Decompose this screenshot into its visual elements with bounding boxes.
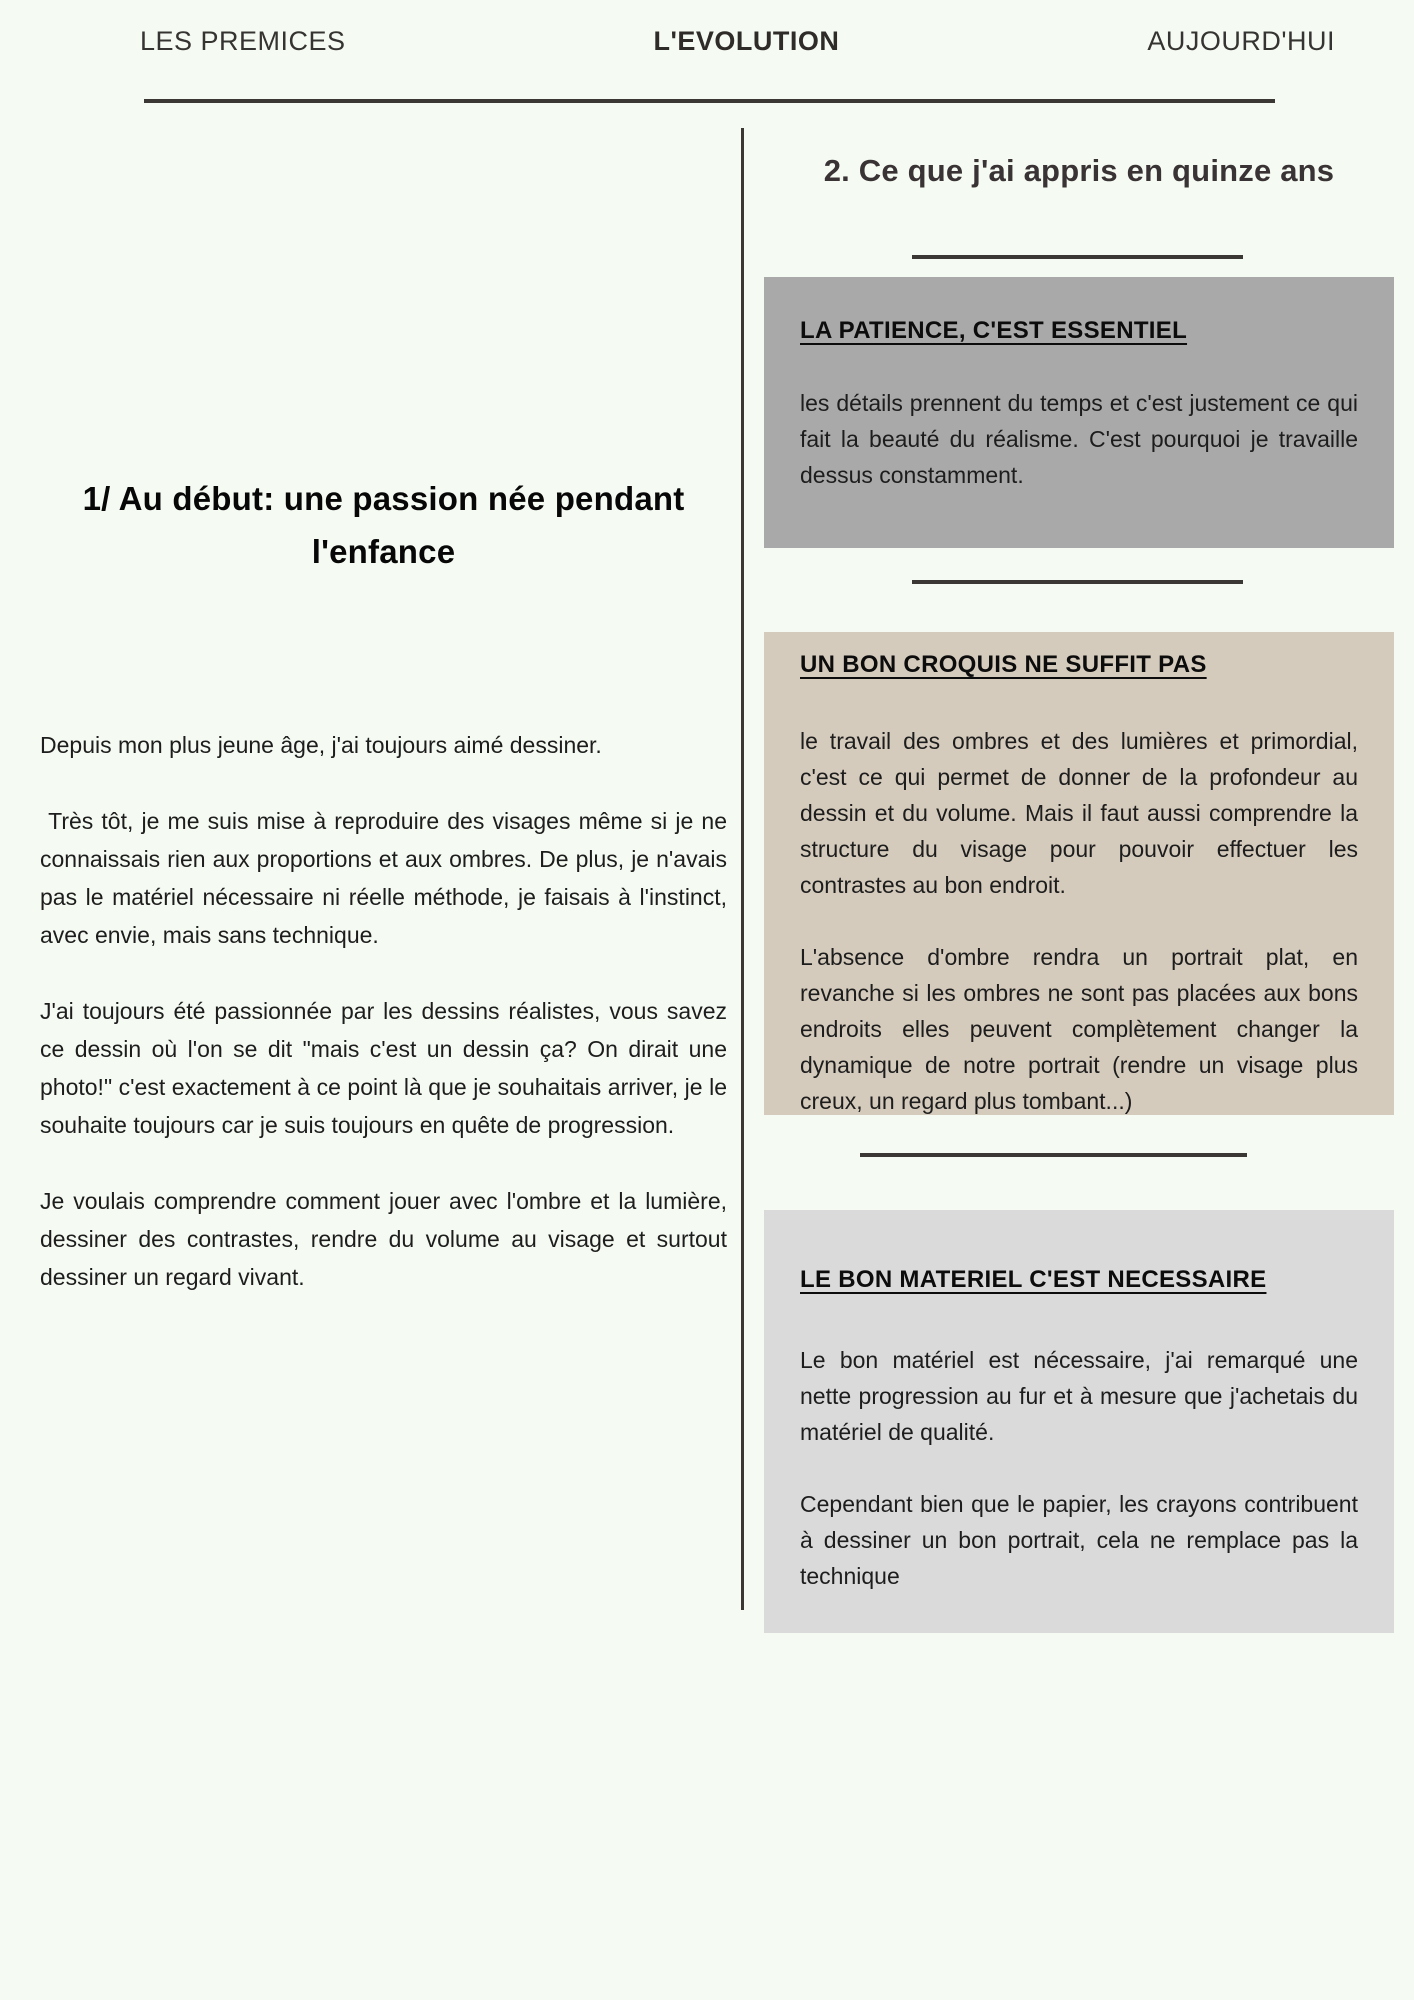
column-divider bbox=[741, 128, 744, 1610]
paragraph: Le bon matériel est nécessaire, j'ai remarqué une nette progression au fur et à mesure que j'achetais du matériel de qualité. bbox=[800, 1347, 1358, 1445]
top-nav bbox=[140, 26, 1335, 57]
right-section-heading: 2. Ce que j'ai appris en quinze ans bbox=[823, 153, 1335, 188]
paragraph: Je voulais comprendre comment jouer avec l'ombre et la lumière, dessiner des contrastes, rendre du volume au visage et surtout dessiner un regard vivant. bbox=[40, 1188, 727, 1290]
paragraph: L'absence d'ombre rendra un portrait plat, en revanche si les ombres ne sont pas placées aux bons endroits elles peuvent complètement changer la dynamique de notre portrait (rendre un visage plus creux, un regard plus tombant...) bbox=[800, 944, 1358, 1114]
left-section-heading: 1/ Au début: une passion née pendant l'enfance bbox=[82, 480, 685, 570]
section-divider bbox=[860, 1153, 1247, 1157]
paragraph: les détails prennent du temps et c'est justement ce qui fait la beauté du réalisme. C'est pourquoi je travaille dessus constamment. bbox=[800, 390, 1358, 488]
section-divider bbox=[912, 580, 1243, 584]
card-title: LE BON MATERIEL C'EST NECESSAIRE bbox=[800, 1266, 1267, 1293]
nav-item-l-evolution[interactable]: L'EVOLUTION bbox=[653, 26, 840, 56]
card-title: LA PATIENCE, C'EST ESSENTIEL bbox=[800, 317, 1188, 344]
left-section-body bbox=[40, 726, 727, 1296]
card-bon-materiel bbox=[764, 1210, 1394, 1633]
paragraph: J'ai toujours été passionnée par les dessins réalistes, vous savez ce dessin où l'on se dit "mais c'est un dessin ça? On dirait une photo!" c'est exactement à ce point là que je souhaitais arriver, je le souhaite toujours car je suis toujours en quête de progression. bbox=[40, 998, 727, 1138]
heading-underline-divider bbox=[912, 255, 1243, 259]
paragraph: Depuis mon plus jeune âge, j'ai toujours aimé dessiner. bbox=[40, 732, 602, 758]
nav-item-aujourd-hui[interactable]: AUJOURD'HUI bbox=[1147, 26, 1335, 56]
left-section bbox=[40, 472, 727, 1296]
card-title: UN BON CROQUIS NE SUFFIT PAS bbox=[800, 651, 1207, 678]
paragraph: le travail des ombres et des lumières et primordial, c'est ce qui permet de donner de la profondeur au dessin et du volume. Mais il faut aussi comprendre la structure du visage pour pouvoir effectuer les contrastes au bon endroit. bbox=[800, 728, 1358, 898]
paragraph: Très tôt, je me suis mise à reproduire des visages même si je ne connaissais rien aux proportions et aux ombres. De plus, je n'avais pas le matériel nécessaire ni réelle méthode, je faisais à l'instinct, avec envie, mais sans technique. bbox=[40, 808, 727, 948]
paragraph: Cependant bien que le papier, les crayons contribuent à dessiner un bon portrait, cela ne remplace pas la technique bbox=[800, 1491, 1358, 1589]
card-bon-croquis bbox=[764, 632, 1394, 1115]
header-divider bbox=[144, 99, 1275, 103]
nav-item-les-premices[interactable]: LES PREMICES bbox=[140, 26, 346, 56]
card-la-patience bbox=[764, 277, 1394, 548]
